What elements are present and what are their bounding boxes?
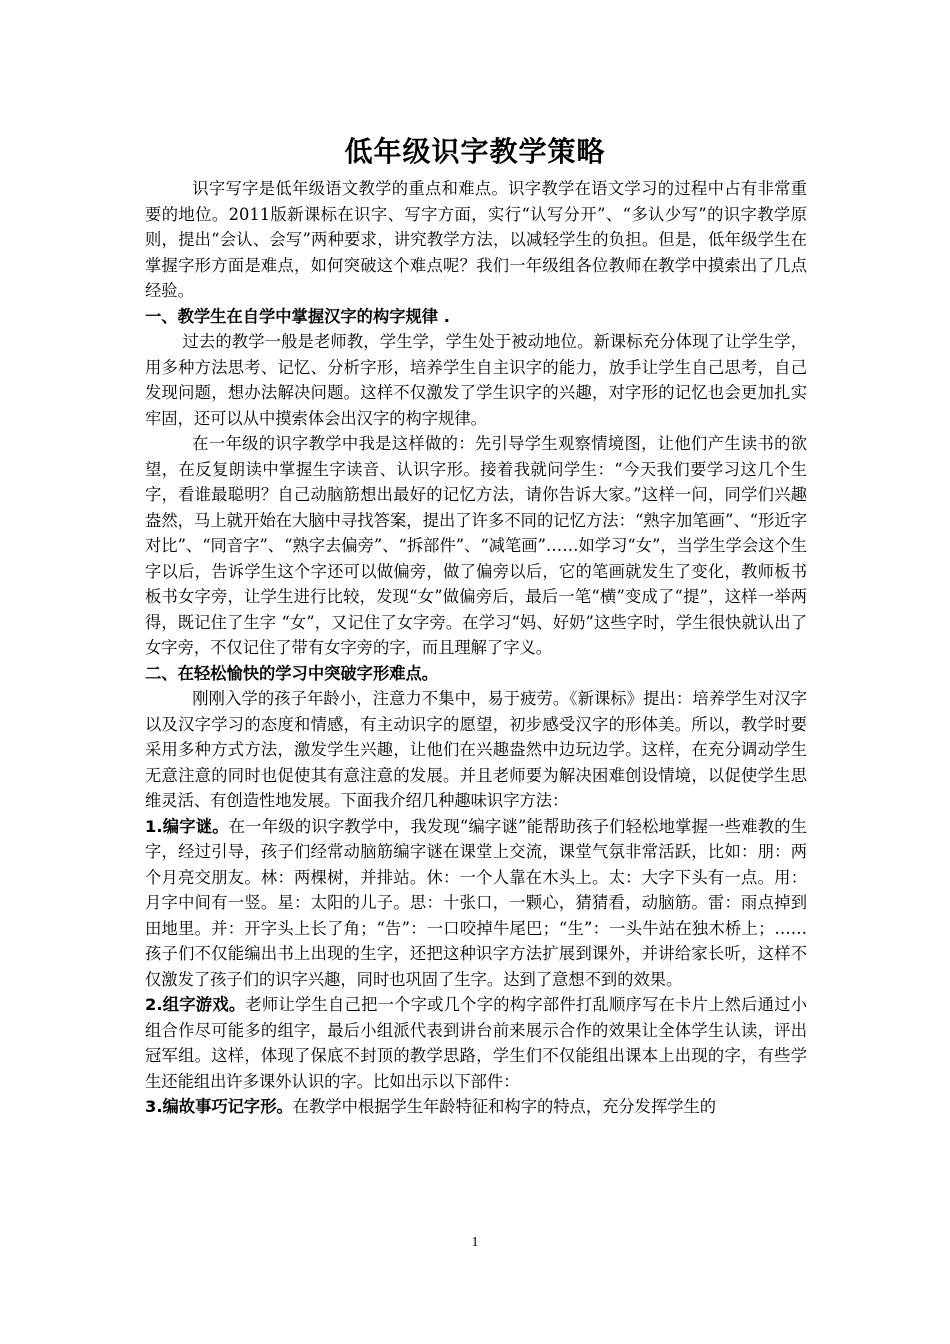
section-1-paragraph-2: 在一年级的识字教学中我是这样做的：先引导学生观察情境图，让他们产生读书的欲望，在反复朗读中掌握生字读音、认识字形。接着我就问学生：“今天我们要学习这几个生字，看谁最聪明？自己动脑筋想出最好的记忆方法，请你告诉大家。”这样一问，同学们兴趣盎然，马上就开始在大脑中寻找答案，提出了许多不同的记忆方法：“熟字加笔画”、“形近字对比”、“同音字”、“熟字去偏旁”、“拆部件”、“减笔画”……如学习“女”，当学生学会这个生字以后，告诉学生这个字还可以做偏旁，做了偏旁以后，它的笔画就发生了变化，教师板书板书女字旁，让学生进行比较，发现“女”做偏旁后，最后一笔“横”变成了“提”，这样一举两得，既记住了生字 “女”，又记住了女字旁。在学习“妈、好奶”这些字时，学生很快就认出了女字旁，不仅记住了带有女字旁的字，而且理解了字义。 — [145, 434, 807, 657]
section-1-paragraph-1: 过去的教学一般是老师教，学生学，学生处于被动地位。新课标充分体现了让学生学，用多种方法思考、记忆、分析字形，培养学生自主识字的能力，放手让学生自己思考，自己发现问题，想办法解决问题。这样不仅激发了学生识字的兴趣，对字形的记忆也会更加扎实牢固，还可以从中摸索体会出汉字的构字规律。 — [145, 332, 807, 428]
intro-paragraph: 识字写字是低年级语文教学的重点和难点。识字教学在语文学习的过程中占有非常重要的地位。2011版新课标在识字、写字方面，实行“认写分开”、“多认少写”的识字教学原则，提出“会认、会写”两种要求，讲究教学方法，以减轻学生的负担。但是，低年级学生在掌握字形方面是难点，如何突破这个难点呢？我们一年级组各位教师在教学中摸索出了几点经验。 — [145, 179, 807, 300]
list-item-1 — [145, 814, 807, 993]
list-item-2 — [145, 992, 807, 1094]
section-2-heading: 二、在轻松愉快的学习中突破字形难点。 — [145, 663, 439, 683]
list-item-3-heading: 3.编故事巧记字形。 — [145, 1097, 293, 1116]
list-item-1-text: 在一年级的识字教学中，我发现“编字谜”能帮助孩子们轻松地掌握一些难教的生字，经过引导，孩子们经常动脑筋编字谜在课堂上交流，课堂气氛非常活跃，比如：朋：两个月亮交朋友。林：两棵树，并排站。休：一个人靠在木头上。太：大字下头有一点。用：月字中间有一竖。星：太阳的儿子。思：十张口，一颗心，猜猜看，动脑筋。雷：雨点掉到田地里。并：开字头上长了角；“告”：一口咬掉牛尾巴；“生”：一头牛站在独木桥上；……孩子们不仅能编出书上出现的生字，还把这种识字方法扩展到课外，并讲给家长听，这样不仅激发了孩子们的识字兴趣，同时也巩固了生字。达到了意想不到的效果。 — [145, 816, 808, 989]
list-item-2-heading: 2.组字游戏。 — [145, 995, 246, 1014]
document-title: 低年级识字教学策略 — [344, 135, 606, 168]
list-item-3 — [145, 1094, 807, 1120]
list-item-2-text: 老师让学生自己把一个字或几个字的构字部件打乱顺序写在卡片上然后通过小组合作尽可能多的组字，最后小组派代表到讲台前来展示合作的效果让全体学生认读，评出冠军组。这样，体现了保底不封顶的教学思路，学生们不仅能组出课本上出现的字，有些学生还能组出许多课外认识的字。比如出示以下部件： — [145, 995, 807, 1091]
list-item-1-heading: 1.编字谜。 — [145, 816, 229, 836]
section-2-paragraph-1: 刚刚入学的孩子年龄小，注意力不集中，易于疲劳。《新课标》提出：培养学生对汉字以及汉字学习的态度和情感，有主动识字的愿望，初步感受汉字的形体美。所以，教学时要采用多种方式方法，激发学生兴趣，让他们在兴趣盎然中边玩边学。这样，在充分调动学生无意注意的同时也促使其有意注意的发展。并且老师要为解决困难创设情境，以促使学生思维灵活、有创造性地发展。下面我介绍几种趣味识字方法： — [145, 689, 807, 810]
page-number: 1 — [471, 1235, 479, 1250]
list-item-3-text: 在教学中根据学生年龄特征和构字的特点，充分发挥学生的 — [292, 1097, 717, 1116]
section-1-heading: 一、教学生在自学中掌握汉字的构字规律 . — [145, 306, 450, 326]
document-body — [145, 176, 807, 1120]
